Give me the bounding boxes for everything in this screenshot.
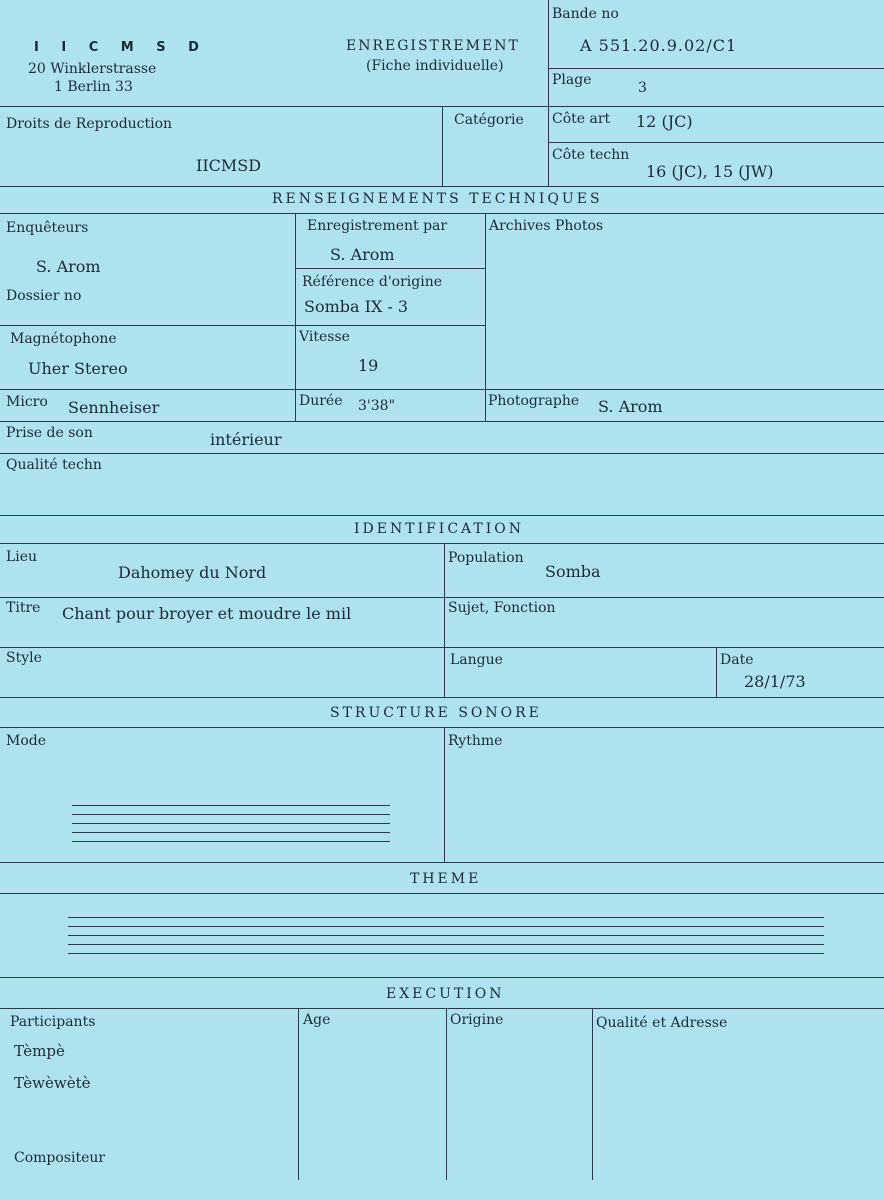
enregistrement-par-label: Enregistrement par: [307, 218, 448, 234]
org-city: 1 Berlin 33: [54, 79, 133, 95]
rule-enreg-split: [295, 268, 485, 269]
rule-categorie-left: [442, 106, 443, 186]
photographe-label: Photographe: [488, 393, 580, 409]
section-title-technical: RENSEIGNEMENTS TECHNIQUES: [272, 191, 603, 207]
vitesse-label: Vitesse: [299, 329, 350, 345]
rule-cote-split: [548, 142, 884, 143]
rule-exec-col2: [446, 1008, 447, 1180]
date-value: 28/1/73: [744, 672, 806, 691]
population-label: Population: [448, 550, 524, 566]
rule-exec-col3: [592, 1008, 593, 1180]
mode-staff-line: [72, 814, 390, 815]
section-title-execution: EXECUTION: [386, 986, 505, 1002]
section-title-theme: THEME: [410, 871, 482, 887]
rule-struct-col: [444, 727, 445, 862]
qualite-adresse-label: Qualité et Adresse: [596, 1015, 728, 1031]
rule-exec-col1: [298, 1008, 299, 1180]
section-title-structure: STRUCTURE SONORE: [330, 705, 542, 721]
rule-tech-col1: [295, 213, 296, 421]
langue-label: Langue: [450, 652, 503, 668]
photographe-value: S. Arom: [598, 397, 663, 416]
population-value: Somba: [545, 562, 601, 581]
rule-plage-bottom: [548, 106, 884, 107]
rule-tech-col2: [485, 213, 486, 421]
mode-staff-line: [72, 832, 390, 833]
rule-exec-title-bottom: [0, 1008, 884, 1009]
titre-value: Chant pour broyer et moudre le mil: [62, 604, 352, 623]
mode-staff-line: [72, 841, 390, 842]
participant-2: Tèwèwètè: [14, 1074, 91, 1092]
dossier-label: Dossier no: [6, 288, 82, 304]
org-name: I I C M S D: [34, 40, 208, 55]
date-label: Date: [720, 652, 754, 668]
bande-value: A 551.20.9.02/C1: [580, 36, 738, 55]
section-title-identification: IDENTIFICATION: [354, 521, 524, 537]
sujet-fonction-label: Sujet, Fonction: [448, 600, 556, 616]
duree-value: 3'38": [358, 398, 396, 414]
origine-label: Origine: [450, 1012, 504, 1028]
plage-label: Plage: [552, 72, 592, 88]
rule-tech-title-bottom: [0, 213, 884, 214]
rule-theme-bottom: [0, 977, 884, 978]
theme-staff-line: [68, 935, 824, 936]
cote-art-label: Côte art: [552, 111, 611, 127]
droits-value: IICMSD: [196, 156, 262, 175]
reference-value: Somba IX - 3: [304, 297, 409, 316]
cote-art-value: 12 (JC): [636, 112, 693, 131]
magnetophone-value: Uher Stereo: [28, 359, 128, 378]
participant-1: Tèmpè: [14, 1042, 65, 1060]
rule-titre-bottom: [0, 647, 884, 648]
micro-value: Sennheiser: [68, 398, 160, 417]
bande-label: Bande no: [552, 6, 619, 22]
plage-value: 3: [638, 80, 647, 96]
duree-label: Durée: [299, 393, 343, 409]
rule-bande-plage: [548, 68, 884, 69]
enqueteurs-value: S. Arom: [36, 257, 101, 276]
style-label: Style: [6, 650, 42, 666]
micro-label: Micro: [6, 394, 48, 410]
mode-staff-line: [72, 805, 390, 806]
theme-staff-line: [68, 917, 824, 918]
reference-label: Référence d'origine: [302, 274, 443, 290]
rythme-label: Rythme: [448, 733, 503, 749]
rule-header-left: [0, 106, 548, 107]
mode-staff-line: [72, 823, 390, 824]
lieu-value: Dahomey du Nord: [118, 563, 267, 582]
rule-theme-title-bottom: [0, 893, 884, 894]
vitesse-value: 19: [358, 356, 379, 375]
rule-ident-col: [444, 543, 445, 697]
rule-ident-title-bottom: [0, 543, 884, 544]
titre-label: Titre: [6, 600, 41, 616]
rule-rights-bottom: [0, 186, 884, 187]
rule-prise-bottom: [0, 453, 884, 454]
participants-label: Participants: [10, 1014, 96, 1030]
prise-de-son-value: intérieur: [210, 430, 282, 449]
rule-style-bottom: [0, 697, 884, 698]
theme-staff-line: [68, 926, 824, 927]
rule-micro-top: [0, 389, 884, 390]
age-label: Age: [303, 1012, 331, 1028]
rule-struct-title-bottom: [0, 727, 884, 728]
rule-qualite-bottom: [0, 515, 884, 516]
archives-photos-label: Archives Photos: [489, 218, 604, 234]
theme-staff-line: [68, 944, 824, 945]
mode-label: Mode: [6, 733, 47, 749]
rule-struct-bottom: [0, 862, 884, 863]
magnetophone-label: Magnétophone: [10, 331, 117, 347]
cote-techn-label: Côte techn: [552, 147, 630, 163]
org-street: 20 Winklerstrasse: [28, 61, 157, 77]
rule-micro-bottom: [0, 421, 884, 422]
theme-staff-line: [68, 953, 824, 954]
form-title: ENREGISTREMENT: [346, 38, 520, 54]
enqueteurs-label: Enquêteurs: [6, 220, 89, 236]
lieu-label: Lieu: [6, 549, 38, 565]
rule-date-col: [716, 647, 717, 697]
rule-header-vertical: [548, 0, 549, 186]
cote-techn-value: 16 (JC), 15 (JW): [646, 162, 774, 181]
rule-lieu-bottom: [0, 597, 884, 598]
categorie-label: Catégorie: [454, 112, 524, 128]
qualite-techn-label: Qualité techn: [6, 457, 102, 473]
prise-de-son-label: Prise de son: [6, 425, 93, 441]
enregistrement-par-value: S. Arom: [330, 245, 395, 264]
compositeur-label: Compositeur: [14, 1150, 106, 1166]
form-subtitle: (Fiche individuelle): [366, 58, 504, 74]
rule-magneto-top: [0, 325, 485, 326]
droits-label: Droits de Reproduction: [6, 116, 173, 132]
